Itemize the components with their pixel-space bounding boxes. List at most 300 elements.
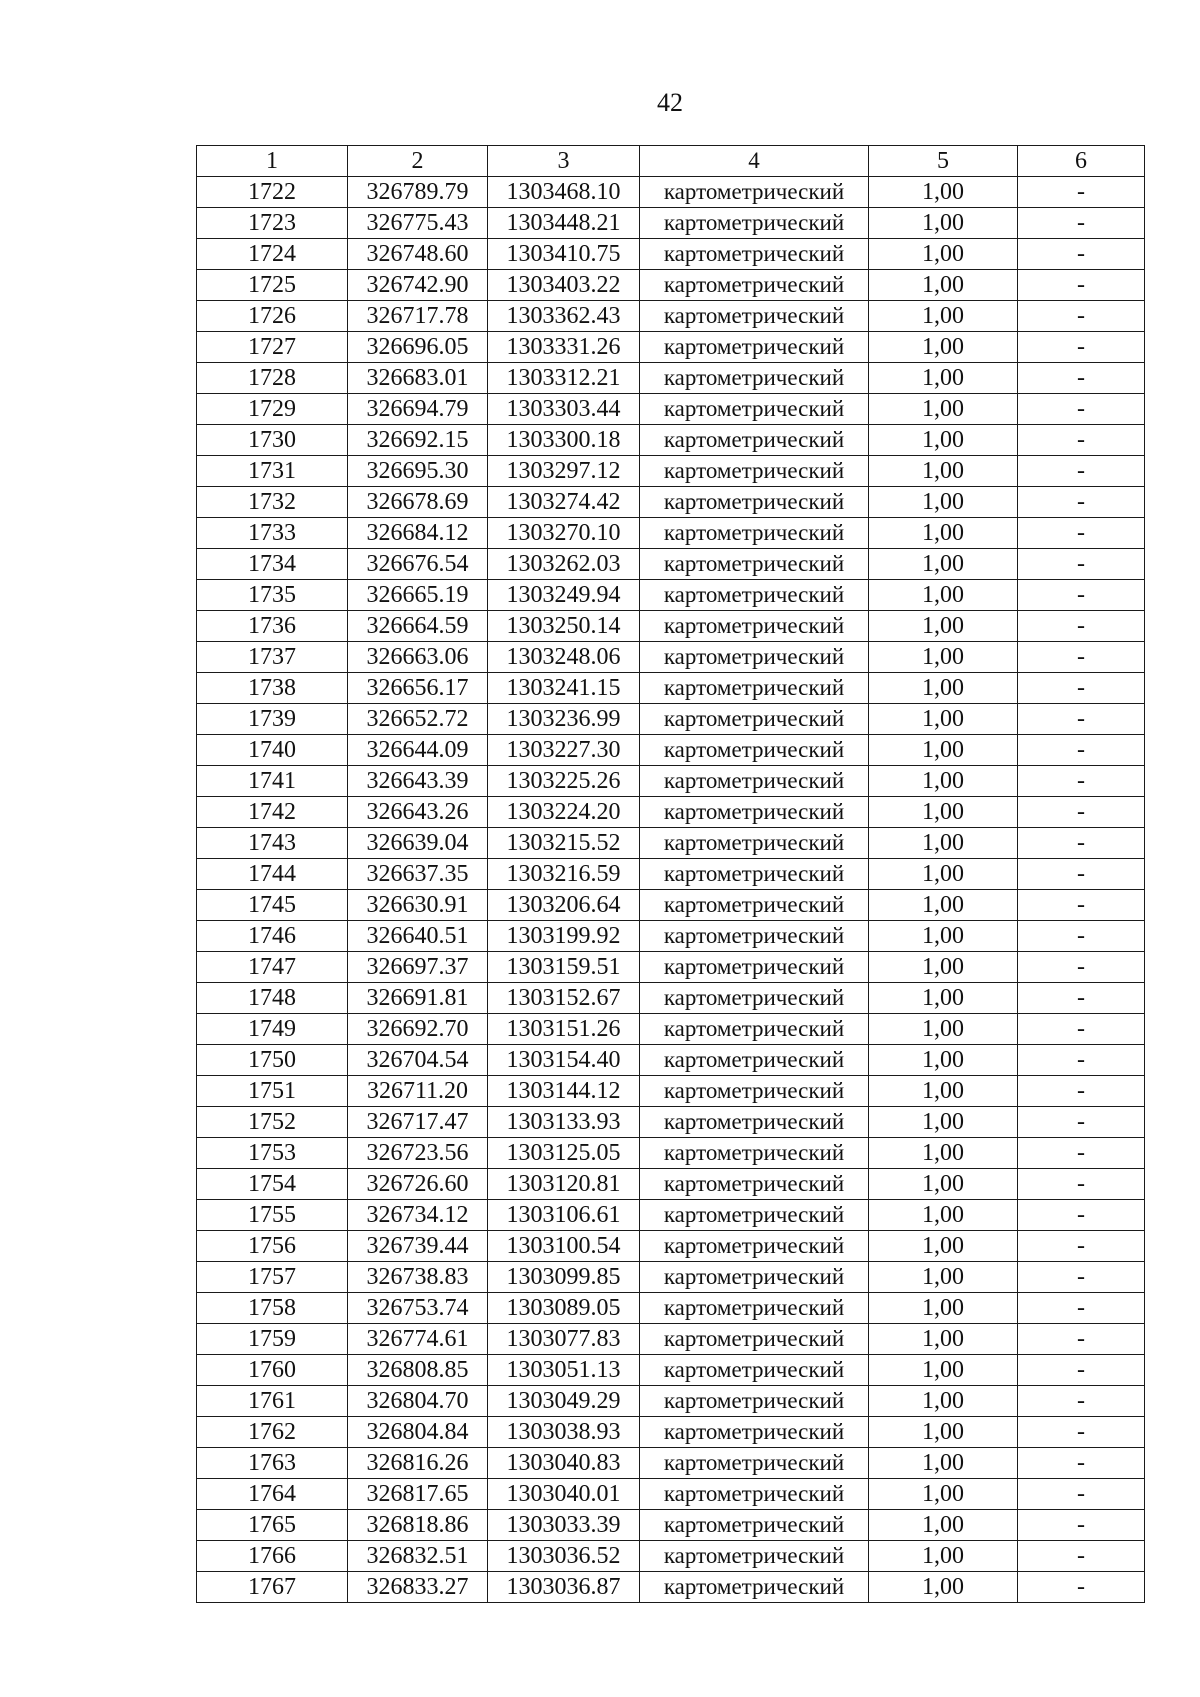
x-coordinate-cell: 326652.72: [348, 704, 488, 735]
table-row: [197, 1355, 1145, 1386]
header-row: [197, 146, 1145, 177]
point-number-cell: 1739: [197, 704, 348, 735]
note-cell: -: [1018, 332, 1145, 363]
note-cell: -: [1018, 1541, 1145, 1572]
y-coordinate-cell: 1303225.26: [488, 766, 640, 797]
table-row: [197, 1200, 1145, 1231]
x-coordinate-cell: 326664.59: [348, 611, 488, 642]
x-coordinate-cell: 326676.54: [348, 549, 488, 580]
y-coordinate-cell: 1303099.85: [488, 1262, 640, 1293]
point-number-cell: 1752: [197, 1107, 348, 1138]
note-cell: -: [1018, 518, 1145, 549]
note-cell: -: [1018, 363, 1145, 394]
point-number-cell: 1754: [197, 1169, 348, 1200]
point-number-cell: 1737: [197, 642, 348, 673]
table-row: [197, 1107, 1145, 1138]
y-coordinate-cell: 1303120.81: [488, 1169, 640, 1200]
column-header-1: 1: [197, 146, 348, 177]
note-cell: -: [1018, 270, 1145, 301]
y-coordinate-cell: 1303248.06: [488, 642, 640, 673]
x-coordinate-cell: 326656.17: [348, 673, 488, 704]
table-row: [197, 394, 1145, 425]
x-coordinate-cell: 326643.26: [348, 797, 488, 828]
x-coordinate-cell: 326739.44: [348, 1231, 488, 1262]
y-coordinate-cell: 1303089.05: [488, 1293, 640, 1324]
x-coordinate-cell: 326630.91: [348, 890, 488, 921]
note-cell: -: [1018, 1355, 1145, 1386]
point-number-cell: 1766: [197, 1541, 348, 1572]
table-row: [197, 797, 1145, 828]
y-coordinate-cell: 1303236.99: [488, 704, 640, 735]
method-cell: картометрический: [640, 1200, 869, 1231]
accuracy-cell: 1,00: [869, 301, 1018, 332]
table-row: [197, 1293, 1145, 1324]
y-coordinate-cell: 1303262.03: [488, 549, 640, 580]
table-row: [197, 1169, 1145, 1200]
method-cell: картометрический: [640, 580, 869, 611]
point-number-cell: 1722: [197, 177, 348, 208]
x-coordinate-cell: 326711.20: [348, 1076, 488, 1107]
table-row: [197, 890, 1145, 921]
accuracy-cell: 1,00: [869, 890, 1018, 921]
x-coordinate-cell: 326817.65: [348, 1479, 488, 1510]
method-cell: картометрический: [640, 1572, 869, 1603]
table-row: [197, 425, 1145, 456]
y-coordinate-cell: 1303036.87: [488, 1572, 640, 1603]
table-row: [197, 1417, 1145, 1448]
method-cell: картометрический: [640, 363, 869, 394]
y-coordinate-cell: 1303144.12: [488, 1076, 640, 1107]
y-coordinate-cell: 1303040.01: [488, 1479, 640, 1510]
x-coordinate-cell: 326774.61: [348, 1324, 488, 1355]
x-coordinate-cell: 326691.81: [348, 983, 488, 1014]
point-number-cell: 1762: [197, 1417, 348, 1448]
y-coordinate-cell: 1303154.40: [488, 1045, 640, 1076]
method-cell: картометрический: [640, 301, 869, 332]
note-cell: -: [1018, 177, 1145, 208]
x-coordinate-cell: 326818.86: [348, 1510, 488, 1541]
y-coordinate-cell: 1303049.29: [488, 1386, 640, 1417]
table-row: [197, 611, 1145, 642]
table-row: [197, 1076, 1145, 1107]
note-cell: -: [1018, 1231, 1145, 1262]
point-number-cell: 1724: [197, 239, 348, 270]
table-row: [197, 208, 1145, 239]
note-cell: -: [1018, 1479, 1145, 1510]
column-header-4: 4: [640, 146, 869, 177]
method-cell: картометрический: [640, 1169, 869, 1200]
point-number-cell: 1746: [197, 921, 348, 952]
x-coordinate-cell: 326694.79: [348, 394, 488, 425]
x-coordinate-cell: 326804.84: [348, 1417, 488, 1448]
accuracy-cell: 1,00: [869, 394, 1018, 425]
method-cell: картометрический: [640, 1107, 869, 1138]
y-coordinate-cell: 1303312.21: [488, 363, 640, 394]
accuracy-cell: 1,00: [869, 1045, 1018, 1076]
y-coordinate-cell: 1303300.18: [488, 425, 640, 456]
table-row: [197, 704, 1145, 735]
method-cell: картометрический: [640, 1014, 869, 1045]
y-coordinate-cell: 1303159.51: [488, 952, 640, 983]
y-coordinate-cell: 1303403.22: [488, 270, 640, 301]
table-row: [197, 1324, 1145, 1355]
coordinates-table: [196, 145, 1145, 1603]
y-coordinate-cell: 1303362.43: [488, 301, 640, 332]
table-body: [197, 177, 1145, 1603]
method-cell: картометрический: [640, 828, 869, 859]
accuracy-cell: 1,00: [869, 1324, 1018, 1355]
table-row: [197, 239, 1145, 270]
note-cell: -: [1018, 1262, 1145, 1293]
accuracy-cell: 1,00: [869, 642, 1018, 673]
x-coordinate-cell: 326683.01: [348, 363, 488, 394]
note-cell: -: [1018, 983, 1145, 1014]
x-coordinate-cell: 326775.43: [348, 208, 488, 239]
table-row: [197, 549, 1145, 580]
x-coordinate-cell: 326639.04: [348, 828, 488, 859]
accuracy-cell: 1,00: [869, 673, 1018, 704]
accuracy-cell: 1,00: [869, 1200, 1018, 1231]
table-row: [197, 735, 1145, 766]
table-row: [197, 952, 1145, 983]
method-cell: картометрический: [640, 890, 869, 921]
x-coordinate-cell: 326704.54: [348, 1045, 488, 1076]
accuracy-cell: 1,00: [869, 1262, 1018, 1293]
point-number-cell: 1728: [197, 363, 348, 394]
accuracy-cell: 1,00: [869, 1572, 1018, 1603]
method-cell: картометрический: [640, 735, 869, 766]
x-coordinate-cell: 326717.78: [348, 301, 488, 332]
note-cell: -: [1018, 301, 1145, 332]
point-number-cell: 1743: [197, 828, 348, 859]
table-row: [197, 363, 1145, 394]
page-number: 42: [657, 88, 683, 117]
y-coordinate-cell: 1303216.59: [488, 859, 640, 890]
point-number-cell: 1767: [197, 1572, 348, 1603]
method-cell: картометрический: [640, 1138, 869, 1169]
x-coordinate-cell: 326808.85: [348, 1355, 488, 1386]
x-coordinate-cell: 326804.70: [348, 1386, 488, 1417]
method-cell: картометрический: [640, 1324, 869, 1355]
table-row: [197, 766, 1145, 797]
table-row: [197, 332, 1145, 363]
y-coordinate-cell: 1303410.75: [488, 239, 640, 270]
note-cell: -: [1018, 1324, 1145, 1355]
method-cell: картометрический: [640, 239, 869, 270]
method-cell: картометрический: [640, 1479, 869, 1510]
y-coordinate-cell: 1303038.93: [488, 1417, 640, 1448]
x-coordinate-cell: 326723.56: [348, 1138, 488, 1169]
accuracy-cell: 1,00: [869, 1293, 1018, 1324]
point-number-cell: 1734: [197, 549, 348, 580]
y-coordinate-cell: 1303077.83: [488, 1324, 640, 1355]
accuracy-cell: 1,00: [869, 1479, 1018, 1510]
x-coordinate-cell: 326753.74: [348, 1293, 488, 1324]
table-row: [197, 828, 1145, 859]
table-row: [197, 580, 1145, 611]
method-cell: картометрический: [640, 332, 869, 363]
note-cell: -: [1018, 1169, 1145, 1200]
x-coordinate-cell: 326748.60: [348, 239, 488, 270]
note-cell: -: [1018, 1448, 1145, 1479]
note-cell: -: [1018, 425, 1145, 456]
accuracy-cell: 1,00: [869, 1510, 1018, 1541]
method-cell: картометрический: [640, 425, 869, 456]
point-number-cell: 1763: [197, 1448, 348, 1479]
point-number-cell: 1726: [197, 301, 348, 332]
point-number-cell: 1730: [197, 425, 348, 456]
accuracy-cell: 1,00: [869, 1169, 1018, 1200]
point-number-cell: 1731: [197, 456, 348, 487]
x-coordinate-cell: 326692.70: [348, 1014, 488, 1045]
method-cell: картометрический: [640, 1386, 869, 1417]
accuracy-cell: 1,00: [869, 983, 1018, 1014]
method-cell: картометрический: [640, 704, 869, 735]
point-number-cell: 1753: [197, 1138, 348, 1169]
point-number-cell: 1733: [197, 518, 348, 549]
accuracy-cell: 1,00: [869, 611, 1018, 642]
table-row: [197, 1231, 1145, 1262]
point-number-cell: 1747: [197, 952, 348, 983]
note-cell: -: [1018, 673, 1145, 704]
note-cell: -: [1018, 1510, 1145, 1541]
method-cell: картометрический: [640, 456, 869, 487]
note-cell: -: [1018, 208, 1145, 239]
x-coordinate-cell: 326816.26: [348, 1448, 488, 1479]
note-cell: -: [1018, 735, 1145, 766]
method-cell: картометрический: [640, 1076, 869, 1107]
accuracy-cell: 1,00: [869, 270, 1018, 301]
table-row: [197, 983, 1145, 1014]
point-number-cell: 1745: [197, 890, 348, 921]
method-cell: картометрический: [640, 921, 869, 952]
note-cell: -: [1018, 239, 1145, 270]
point-number-cell: 1729: [197, 394, 348, 425]
method-cell: картометрический: [640, 766, 869, 797]
table-row: [197, 456, 1145, 487]
method-cell: картометрический: [640, 1448, 869, 1479]
method-cell: картометрический: [640, 642, 869, 673]
method-cell: картометрический: [640, 1417, 869, 1448]
note-cell: -: [1018, 580, 1145, 611]
point-number-cell: 1748: [197, 983, 348, 1014]
point-number-cell: 1738: [197, 673, 348, 704]
y-coordinate-cell: 1303215.52: [488, 828, 640, 859]
y-coordinate-cell: 1303040.83: [488, 1448, 640, 1479]
accuracy-cell: 1,00: [869, 425, 1018, 456]
accuracy-cell: 1,00: [869, 1386, 1018, 1417]
x-coordinate-cell: 326665.19: [348, 580, 488, 611]
method-cell: картометрический: [640, 270, 869, 301]
method-cell: картометрический: [640, 1510, 869, 1541]
accuracy-cell: 1,00: [869, 177, 1018, 208]
y-coordinate-cell: 1303199.92: [488, 921, 640, 952]
point-number-cell: 1723: [197, 208, 348, 239]
table-row: [197, 177, 1145, 208]
method-cell: картометрический: [640, 611, 869, 642]
accuracy-cell: 1,00: [869, 549, 1018, 580]
table-row: [197, 1541, 1145, 1572]
accuracy-cell: 1,00: [869, 332, 1018, 363]
point-number-cell: 1755: [197, 1200, 348, 1231]
table-row: [197, 642, 1145, 673]
table-row: [197, 1386, 1145, 1417]
table-row: [197, 1510, 1145, 1541]
table-row: [197, 1138, 1145, 1169]
x-coordinate-cell: 326663.06: [348, 642, 488, 673]
x-coordinate-cell: 326726.60: [348, 1169, 488, 1200]
y-coordinate-cell: 1303033.39: [488, 1510, 640, 1541]
accuracy-cell: 1,00: [869, 704, 1018, 735]
y-coordinate-cell: 1303270.10: [488, 518, 640, 549]
note-cell: -: [1018, 456, 1145, 487]
point-number-cell: 1765: [197, 1510, 348, 1541]
y-coordinate-cell: 1303151.26: [488, 1014, 640, 1045]
point-number-cell: 1741: [197, 766, 348, 797]
column-header-6: 6: [1018, 146, 1145, 177]
y-coordinate-cell: 1303448.21: [488, 208, 640, 239]
method-cell: картометрический: [640, 1262, 869, 1293]
column-header-3: 3: [488, 146, 640, 177]
note-cell: -: [1018, 1138, 1145, 1169]
accuracy-cell: 1,00: [869, 1355, 1018, 1386]
accuracy-cell: 1,00: [869, 952, 1018, 983]
x-coordinate-cell: 326789.79: [348, 177, 488, 208]
accuracy-cell: 1,00: [869, 859, 1018, 890]
accuracy-cell: 1,00: [869, 1138, 1018, 1169]
accuracy-cell: 1,00: [869, 735, 1018, 766]
note-cell: -: [1018, 549, 1145, 580]
point-number-cell: 1744: [197, 859, 348, 890]
x-coordinate-cell: 326717.47: [348, 1107, 488, 1138]
x-coordinate-cell: 326697.37: [348, 952, 488, 983]
y-coordinate-cell: 1303100.54: [488, 1231, 640, 1262]
x-coordinate-cell: 326696.05: [348, 332, 488, 363]
y-coordinate-cell: 1303106.61: [488, 1200, 640, 1231]
x-coordinate-cell: 326742.90: [348, 270, 488, 301]
point-number-cell: 1727: [197, 332, 348, 363]
note-cell: -: [1018, 1107, 1145, 1138]
point-number-cell: 1751: [197, 1076, 348, 1107]
column-header-2: 2: [348, 146, 488, 177]
accuracy-cell: 1,00: [869, 828, 1018, 859]
x-coordinate-cell: 326640.51: [348, 921, 488, 952]
table-row: [197, 1479, 1145, 1510]
table-row: [197, 518, 1145, 549]
table-row: [197, 301, 1145, 332]
method-cell: картометрический: [640, 1355, 869, 1386]
column-header-5: 5: [869, 146, 1018, 177]
point-number-cell: 1732: [197, 487, 348, 518]
point-number-cell: 1757: [197, 1262, 348, 1293]
y-coordinate-cell: 1303250.14: [488, 611, 640, 642]
point-number-cell: 1725: [197, 270, 348, 301]
accuracy-cell: 1,00: [869, 208, 1018, 239]
y-coordinate-cell: 1303274.42: [488, 487, 640, 518]
method-cell: картометрический: [640, 549, 869, 580]
y-coordinate-cell: 1303133.93: [488, 1107, 640, 1138]
table-row: [197, 1014, 1145, 1045]
y-coordinate-cell: 1303051.13: [488, 1355, 640, 1386]
note-cell: -: [1018, 1417, 1145, 1448]
accuracy-cell: 1,00: [869, 456, 1018, 487]
accuracy-cell: 1,00: [869, 1541, 1018, 1572]
method-cell: картометрический: [640, 859, 869, 890]
method-cell: картометрический: [640, 983, 869, 1014]
note-cell: -: [1018, 859, 1145, 890]
method-cell: картометрический: [640, 208, 869, 239]
accuracy-cell: 1,00: [869, 1107, 1018, 1138]
note-cell: -: [1018, 1572, 1145, 1603]
x-coordinate-cell: 326833.27: [348, 1572, 488, 1603]
point-number-cell: 1756: [197, 1231, 348, 1262]
note-cell: -: [1018, 1200, 1145, 1231]
accuracy-cell: 1,00: [869, 239, 1018, 270]
method-cell: картометрический: [640, 518, 869, 549]
point-number-cell: 1760: [197, 1355, 348, 1386]
x-coordinate-cell: 326678.69: [348, 487, 488, 518]
method-cell: картометрический: [640, 1541, 869, 1572]
y-coordinate-cell: 1303206.64: [488, 890, 640, 921]
accuracy-cell: 1,00: [869, 766, 1018, 797]
note-cell: -: [1018, 394, 1145, 425]
note-cell: -: [1018, 921, 1145, 952]
method-cell: картометрический: [640, 487, 869, 518]
method-cell: картометрический: [640, 952, 869, 983]
accuracy-cell: 1,00: [869, 921, 1018, 952]
point-number-cell: 1758: [197, 1293, 348, 1324]
table-row: [197, 487, 1145, 518]
accuracy-cell: 1,00: [869, 1448, 1018, 1479]
table-row: [197, 921, 1145, 952]
x-coordinate-cell: 326695.30: [348, 456, 488, 487]
y-coordinate-cell: 1303249.94: [488, 580, 640, 611]
y-coordinate-cell: 1303303.44: [488, 394, 640, 425]
note-cell: -: [1018, 704, 1145, 735]
note-cell: -: [1018, 797, 1145, 828]
note-cell: -: [1018, 1076, 1145, 1107]
table-row: [197, 270, 1145, 301]
accuracy-cell: 1,00: [869, 1417, 1018, 1448]
accuracy-cell: 1,00: [869, 1076, 1018, 1107]
note-cell: -: [1018, 828, 1145, 859]
method-cell: картометрический: [640, 797, 869, 828]
note-cell: -: [1018, 611, 1145, 642]
accuracy-cell: 1,00: [869, 487, 1018, 518]
point-number-cell: 1740: [197, 735, 348, 766]
x-coordinate-cell: 326644.09: [348, 735, 488, 766]
x-coordinate-cell: 326692.15: [348, 425, 488, 456]
y-coordinate-cell: 1303331.26: [488, 332, 640, 363]
table-row: [197, 1448, 1145, 1479]
x-coordinate-cell: 326643.39: [348, 766, 488, 797]
y-coordinate-cell: 1303036.52: [488, 1541, 640, 1572]
table-row: [197, 1262, 1145, 1293]
note-cell: -: [1018, 952, 1145, 983]
table-row: [197, 673, 1145, 704]
y-coordinate-cell: 1303241.15: [488, 673, 640, 704]
x-coordinate-cell: 326832.51: [348, 1541, 488, 1572]
table-header: [197, 146, 1145, 177]
note-cell: -: [1018, 766, 1145, 797]
note-cell: -: [1018, 890, 1145, 921]
x-coordinate-cell: 326738.83: [348, 1262, 488, 1293]
note-cell: -: [1018, 1045, 1145, 1076]
method-cell: картометрический: [640, 1231, 869, 1262]
y-coordinate-cell: 1303125.05: [488, 1138, 640, 1169]
point-number-cell: 1764: [197, 1479, 348, 1510]
x-coordinate-cell: 326637.35: [348, 859, 488, 890]
